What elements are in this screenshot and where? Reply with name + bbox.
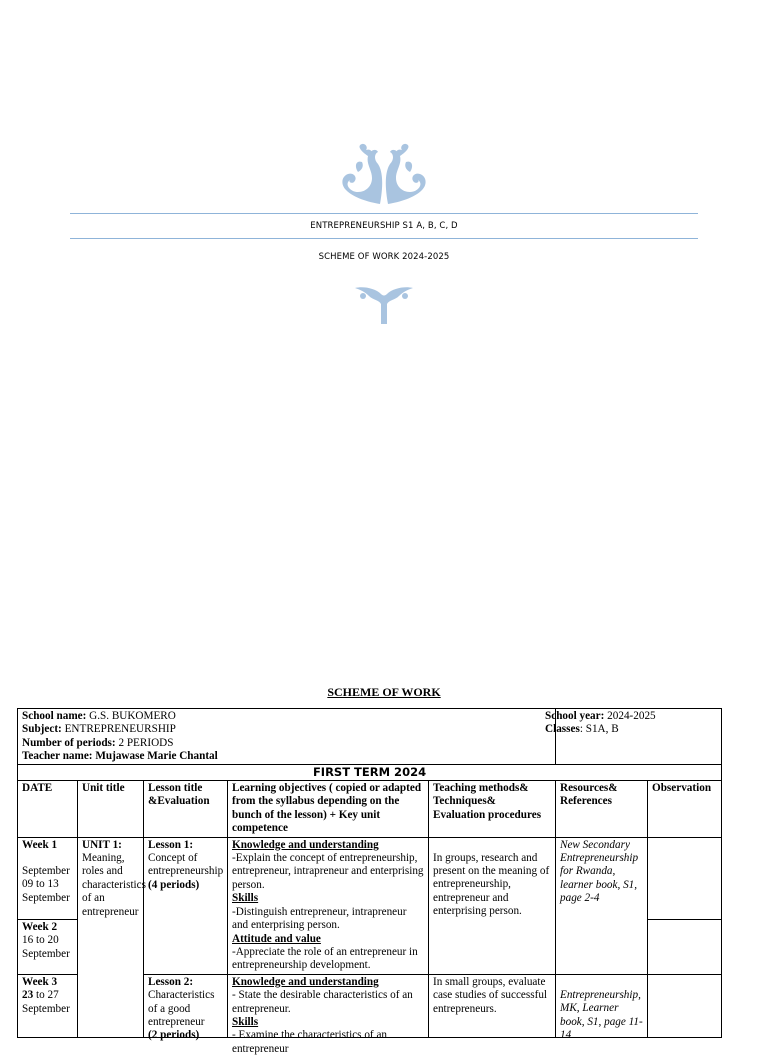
header-row — [18, 781, 722, 838]
objectives1-cell: Knowledge and understanding -Explain the concept of entrepreneurship, entrepreneur, intrapreneur and enterprising person. Skills -Distinguish entrepreneur, intrapreneur and enterprising person. Attitude and value -Appreciate the role of an entrepreneur in entrepreneurship development. — [228, 837, 429, 974]
resources2-cell: Entrepreneurship, MK, Learner book, S1, page 11-14 — [556, 974, 648, 1037]
observation3-cell — [648, 974, 722, 1037]
school-info: School name: G.S. BUKOMERO Subject: ENTREPRENEURSHIP Number of periods: 2 PERIODS Teacher name: Mujawase Marie Chantal — [18, 709, 556, 765]
cover-subtitle: SCHEME OF WORK 2024-2025 — [318, 252, 450, 262]
fleur-flourish-icon — [0, 284, 768, 326]
methods1-cell: In groups, research and present on the meaning of entrepreneurship, entrepreneur and enterprising person. — [429, 837, 556, 974]
unit1-cell: UNIT 1: Meaning, roles and characteristics of an entrepreneur — [78, 837, 144, 1037]
cover-bottom-rule — [70, 238, 698, 239]
header-date: DATE — [18, 781, 78, 838]
resources1-cell: New Secondary Entrepreneurship for Rwanda, learner book, S1, page 2-4 — [556, 837, 648, 974]
header-methods: Teaching methods& Techniques& Evaluation procedures — [429, 781, 556, 838]
term-row — [18, 764, 722, 780]
header-objectives: Learning objectives ( copied or adapted from the syllabus depending on the bunch of the lesson) + Key unit competence — [228, 781, 429, 838]
table-row — [18, 837, 722, 919]
info-row — [18, 709, 722, 765]
header-unit: Unit title — [78, 781, 144, 838]
observation2-cell — [648, 919, 722, 974]
observation1-cell — [648, 837, 722, 919]
week3-cell: Week 3 23 to 27 September — [18, 974, 78, 1037]
header-resources: Resources& References — [556, 781, 648, 838]
lesson1-cell: Lesson 1: Concept of entrepreneurship (4 periods) — [144, 837, 228, 974]
scheme-table — [17, 708, 722, 1055]
methods2-cell: In small groups, evaluate case studies of successful entrepreneurs. — [429, 974, 556, 1037]
header-lesson: Lesson title &Evaluation — [144, 781, 228, 838]
scheme-heading: SCHEME OF WORK — [327, 685, 441, 699]
header-observation: Observation — [648, 781, 722, 838]
objectives2-cell: Knowledge and understanding - State the desirable characteristics of an entrepreneur. Skills - Examine the characteristics of an entrepreneur — [228, 974, 429, 1037]
floral-flourish-icon — [0, 142, 768, 206]
lesson2-cell: Lesson 2: Characteristics of a good entrepreneur (2 periods) — [144, 974, 228, 1037]
cover-top-rule — [70, 213, 698, 214]
week1-cell: Week 1 September 09 to 13 September — [18, 837, 78, 919]
week2-cell: Week 2 16 to 20 September — [18, 919, 78, 974]
cover-title: ENTREPRENEURSHIP S1 A, B, C, D — [310, 221, 458, 231]
term-title: FIRST TERM 2024 — [18, 764, 722, 780]
year-info: School year: 2024-2025 Classes: S1A, B — [556, 709, 722, 765]
